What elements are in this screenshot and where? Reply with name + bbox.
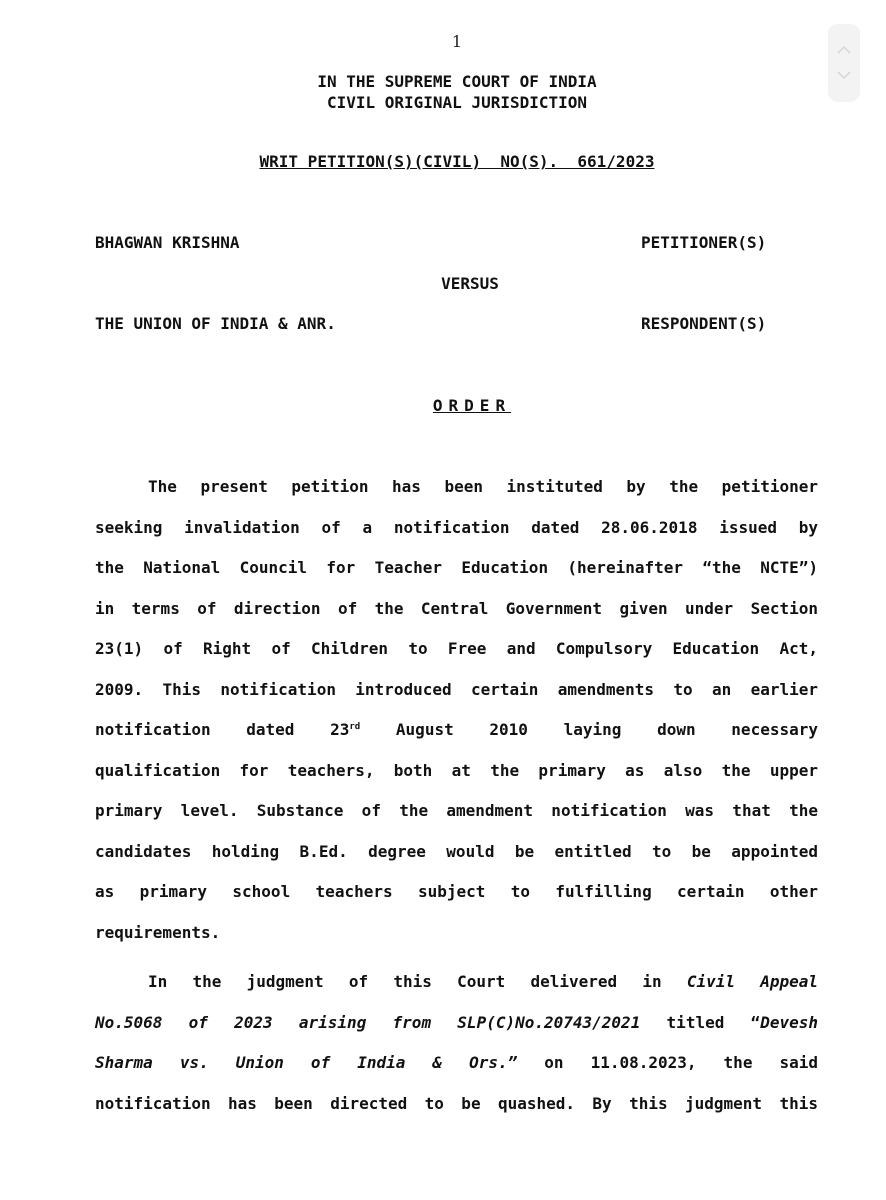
paragraph-line: The present petition has been instituted by the petitioner xyxy=(148,477,818,496)
chevron-up-icon[interactable] xyxy=(828,36,860,62)
respondent-role: RESPONDENT(S) xyxy=(641,314,767,333)
paragraph-line: the National Council for Teacher Education (hereinafter “the NCTE”) xyxy=(95,558,818,577)
case-citation: No.5068 of 2023 arising from SLP(C)No.20743/2021 xyxy=(95,1012,641,1032)
paragraph-line xyxy=(95,1043,818,1084)
paragraph-line: primary level. Substance of the amendment notification was that the xyxy=(95,801,818,820)
ordinal-suffix: rd xyxy=(349,722,361,732)
line-text: on 11.08.2023, the said xyxy=(517,1053,819,1072)
page-number: 1 xyxy=(451,32,463,51)
line-text: notification dated 23 xyxy=(95,720,350,739)
paragraph-line: as primary school teachers subject to fulfilling certain other xyxy=(95,882,818,901)
paragraph-line: in terms of direction of the Central Government given under Section xyxy=(95,598,818,618)
paragraph-2 xyxy=(95,962,818,1124)
petitioner-name: BHAGWAN KRISHNA xyxy=(95,233,240,252)
writ-petition-number: WRIT PETITION(S)(CIVIL) NO(S). 661/2023 xyxy=(259,152,655,171)
case-citation: Civil Appeal xyxy=(686,972,818,991)
paragraph-line xyxy=(95,710,818,751)
chevron-down-icon xyxy=(837,71,851,80)
paragraph-line: requirements. xyxy=(95,922,221,942)
line-text: August 2010 laying down necessary xyxy=(360,720,818,739)
paragraph-line: qualification for teachers, both at the primary as also the upper xyxy=(95,760,818,780)
paragraph-line: notification has been directed to be quashed. By this judgment this xyxy=(95,1093,818,1113)
case-title: Sharma vs. Union of India & Ors.” xyxy=(95,1053,518,1072)
page-scroll-widget xyxy=(828,24,860,102)
paragraph-line: 23(1) of Right of Children to Free and Compulsory Education Act, xyxy=(95,639,818,658)
case-title: Devesh xyxy=(760,1012,818,1032)
paragraph-line: candidates holding B.Ed. degree would be entitled to be appointed xyxy=(95,841,818,861)
respondent-name: THE UNION OF INDIA & ANR. xyxy=(95,314,336,333)
line-text: titled “ xyxy=(640,1012,761,1032)
paragraph-line: 2009. This notification introduced certain amendments to an earlier xyxy=(95,679,818,699)
paragraph-line: seeking invalidation of a notification dated 28.06.2018 issued by xyxy=(95,517,818,537)
chevron-up-icon xyxy=(837,45,851,54)
paragraph-line xyxy=(95,962,818,1003)
court-name: IN THE SUPREME COURT OF INDIA xyxy=(317,72,597,91)
chevron-down-icon[interactable] xyxy=(828,62,860,88)
petitioner-role: PETITIONER(S) xyxy=(641,233,767,252)
line-text: In the judgment of this Court delivered in xyxy=(148,972,687,991)
court-heading xyxy=(0,71,886,113)
paragraph-line xyxy=(95,1003,818,1044)
versus-label: VERSUS xyxy=(441,274,499,293)
jurisdiction: CIVIL ORIGINAL JURISDICTION xyxy=(326,93,588,112)
paragraph-1 xyxy=(95,467,818,953)
order-title: ORDER xyxy=(432,396,512,415)
